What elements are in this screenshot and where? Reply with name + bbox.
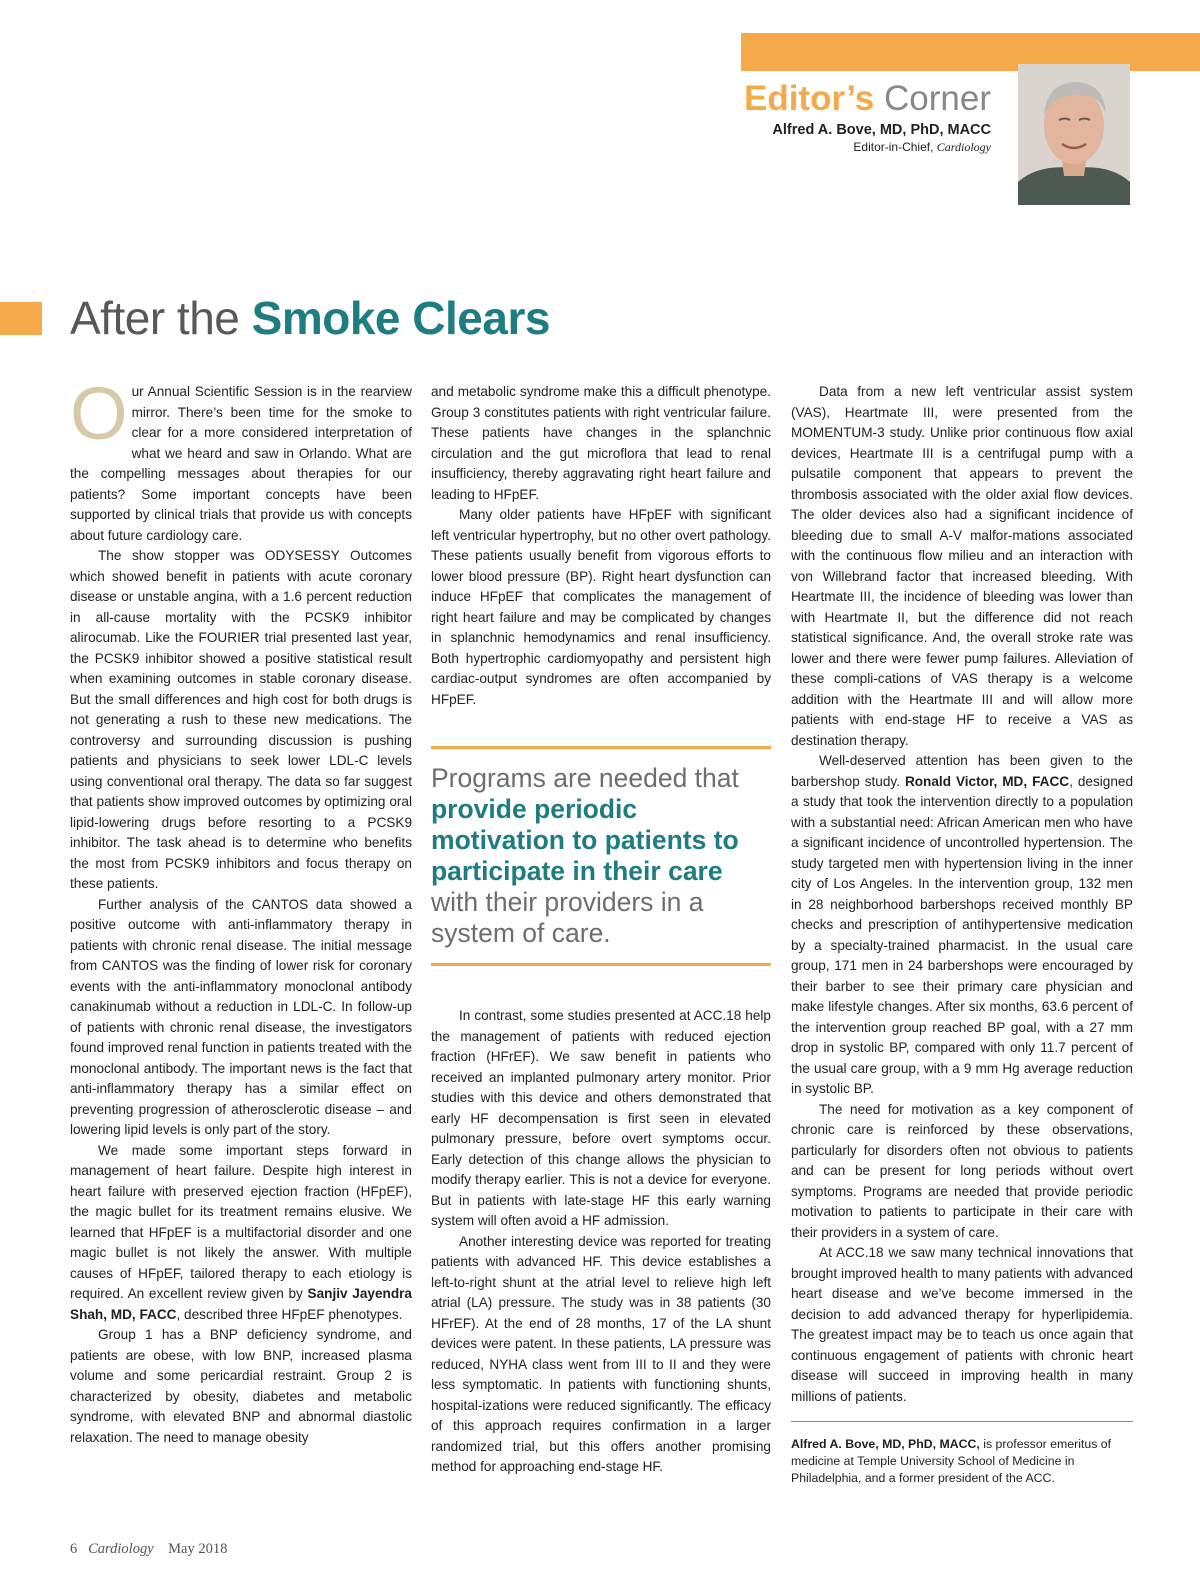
- article-headline: [70, 288, 550, 348]
- headline-emphasis: Smoke Clears: [251, 292, 550, 344]
- paragraph-text: ur Annual Scientific Session is in the rearview mirror. There’s been time for the smoke to clear for a more considered interpretation of what we heard and saw in Orlando. What are the compelling messages about therapies for our patients? Some important concepts have been supported by clinical trials that provide us with concepts about future cardiology care.: [70, 384, 412, 543]
- paragraph: and metabolic syndrome make this a difficult phenotype. Group 3 constitutes patients with right ventricular failure. These patients have changes in the splanchnic circulation and the gut microflora that lead to renal insufficiency, thereby aggravating right heart failure and leading to HFpEF.: [431, 384, 771, 502]
- drop-cap: O: [70, 372, 128, 455]
- author-photo: [1018, 64, 1130, 205]
- pull-quote-lead: Programs are needed that: [431, 763, 739, 793]
- author-name: Alfred A. Bove, MD, PhD, MACC: [772, 122, 991, 138]
- article-column-1: [70, 372, 412, 1448]
- paragraph: The need for motivation as a key component of chronic care is reinforced by these observations, particularly for disorders often not obvious to patients and can be present for long periods without overt symptoms. Programs are needed that provide periodic motivation to patients to participate in their care with their providers in a system of care.: [791, 1101, 1133, 1240]
- article-column-3: [791, 382, 1133, 1487]
- author-role: [744, 140, 991, 155]
- paragraph: Data from a new left ventricular assist system (VAS), Heartmate III, were presented from the MOMENTUM-3 study. Unlike prior continuous flow axial devices, Heartmate III is a centrifugal pump with a pulsatile component that appears to prevent the thrombosis associated with the older axial flow devices. The older devices also had a significant incidence of bleeding due to small A-V malfor-mations associated with the continuous flow milieu and an interaction with von Willebrand factor that increased bleeding. With Heartmate III, the incidence of bleeding was lower than with Heartmate II, but the difference did not reach statistical significance. And, the overall stroke rate was lower and there were fewer pump failures. Alleviation of these compli-cations of VAS therapy is a welcome addition with the Heartmate III and will allow more patients with end-stage HF to receive a VAS as destination therapy.: [791, 384, 1133, 748]
- editors-corner-header: [744, 78, 991, 155]
- page-footer: [70, 1541, 227, 1558]
- paragraph: Another interesting device was reported for treating patients with advanced HF. This device establishes a left-to-right shunt at the atrial level to relieve high left atrial (LA) pressure. The study was in 38 patients (30 HFrEF). At the end of 28 months, 17 of the LA shunt devices were patent. In these patients, LA pressure was reduced, NYHA class went from III to II and they were less symptomatic. In patients with functioning shunts, hospital-izations were reduced significantly. The efficacy of this approach requires confirmation in a larger randomized trial, but this offers another promising method for approaching end-stage HF.: [431, 1233, 771, 1474]
- paragraph-text: , designed a study that took the intervention directly to a population with a substantial need: African American men who have a significant incidence of uncontrolled hypertension. The study targeted men with hypertension living in the inner city of Los Angeles. In the intervention group, 132 men in 28 neighborhood barbershops received monthly BP checks and prescription of antihypertensive medication by a specialty-trained pharmacist. In the usual care group, 171 men in 24 barbershops were encouraged by their barber to see their primary care physician and make lifestyle changes. After six months, 63.6 percent of the intervention group reached BP goal, with a 27 mm drop in systolic BP, compared with only 11.7 percent of the usual care group, with a 9 mm Hg average reduction in systolic BP.: [791, 773, 1133, 1096]
- section-title-accent: Editor’s: [743, 79, 875, 118]
- paragraph: In contrast, some studies presented at ACC.18 help the management of patients with reduced ejection fraction (HFrEF). We saw benefit in patients who received an implanted pulmonary artery monitor. Prior studies with this device and others demonstrated that early HF decompensation is first seen in elevated pulmonary pressure, before overt symptoms occur. Early detection of this change allows the physician to modify therapy earlier. This is not a device for everyone. But in patients with late-stage HF this early warning system will often avoid a HF admission.: [431, 1008, 771, 1228]
- section-title: [744, 78, 991, 120]
- author-publication: Cardiology: [936, 140, 991, 154]
- paragraph-text: We made some important steps forward in management of heart failure. Despite high interest in heart failure with preserved ejection fraction (HFpEF), the magic bullet for its treatment remains elusive. We learned that HFpEF is a multifactorial disorder and one magic bullet is not likely the answer. With multiple causes of HFpEF, tailored therapy to each etiology is required. An excellent review given by: [70, 1142, 412, 1301]
- article-column-2: [431, 382, 771, 1478]
- paragraph: Further analysis of the CANTOS data showed a positive outcome with anti-inflammatory therapy in patients with chronic renal disease. The initial message from CANTOS was the finding of lower risk for coronary events with the anti-inflammatory monoclonal antibody canakinumab without a reduction in LDL-C. In follow-up of patients with chronic renal disease, the investigators found improved renal function in patients treated with the monoclonal antibody. The important news is the fact that anti-inflammatory therapy has a similar effect on preventing progression of atherosclerotic disease – and lowering lipid levels is only part of the story.: [70, 896, 412, 1137]
- paragraph: [791, 751, 1133, 1100]
- headline-plain: After the: [70, 292, 240, 344]
- paragraph-text: Well-deserved attention has been given to the barbershop study.: [791, 753, 1133, 789]
- pull-quote: [431, 746, 771, 966]
- paragraph: [70, 1141, 412, 1326]
- author-portrait-image: [1018, 64, 1130, 205]
- person-name: Sanjiv Jayendra Shah, MD, FACC: [70, 1286, 412, 1322]
- paragraph: Many older patients have HFpEF with significant left ventricular hypertrophy, but no other overt pathology. These patients usually benefit from vigorous efforts to lower blood pressure (BP). Right heart dysfunction can induce HFpEF that complicates the management of right heart failure and may be complicated by changes in splanchnic hemodynamics and renal insufficiency. Both hypertrophic cardiomyopathy and persistent high cardiac-output syndromes are often accompanied by HFpEF.: [431, 507, 771, 707]
- header-accent-bar: [741, 33, 1200, 71]
- magazine-name: Cardiology: [88, 1541, 154, 1557]
- pull-quote-emphasis: provide periodic motivation to patients to participate in their care: [431, 794, 739, 886]
- person-name: Ronald Victor, MD, FACC: [904, 773, 1070, 789]
- bio-name: Alfred A. Bove, MD, PhD, MACC,: [791, 1437, 980, 1451]
- issue-date: May 2018: [168, 1541, 228, 1557]
- paragraph-text: , described three HFpEF phenotypes.: [176, 1306, 403, 1322]
- paragraph: At ACC.18 we saw many technical innovations that brought improved health to many patients with advanced heart disease and we’ve become immersed in the decision to add advanced therapy for hyperlipidemia. The greatest impact may be to teach us once again that continuous engagement of patients with chronic heart disease will succeed in improving health in many millions of patients.: [791, 1245, 1133, 1404]
- author-role-text: Editor-in-Chief,: [853, 140, 934, 154]
- author-bio: [791, 1421, 1133, 1487]
- page-number: 6: [70, 1541, 78, 1557]
- pull-quote-tail: with their providers in a system of care.: [431, 887, 704, 948]
- paragraph: The show stopper was ODYSESSY Outcomes which showed benefit in patients with acute coronary disease or unstable angina, with a 1.6 percent reduction in all-cause mortality with the PCSK9 inhibitor alirocumab. Like the FOURIER trial presented last year, the PCSK9 inhibitor showed a positive statistical result when examining outcomes in stable coronary disease. But the small differences and high cost for both drugs is not generating a rush to these new medications. The controversy and surrounding discussion is pushing patients and physicians to seek lower LDL-C levels using conventional oral therapy. The data so far suggest that patients show improved outcomes by optimizing oral lipid-lowering drugs before resorting to a PCSK9 inhibitor. The task ahead is to determine who benefits the most from PCSK9 inhibitors and focus therapy on these patients.: [70, 548, 412, 891]
- bio-text: is professor emeritus of medicine at Temple University School of Medicine in Philadelphia, and a former president of the ACC.: [791, 1437, 1112, 1485]
- section-title-rest: Corner: [884, 79, 991, 118]
- paragraph: [70, 372, 412, 546]
- headline-accent-tab: [0, 302, 42, 335]
- paragraph: Group 1 has a BNP deficiency syndrome, and patients are obese, with low BNP, increased plasma volume and some pericardial restraint. Group 2 is characterized by obesity, diabetes and metabolic syndrome, with elevated BNP and abnormal diastolic relaxation. The need to manage obesity: [70, 1327, 412, 1445]
